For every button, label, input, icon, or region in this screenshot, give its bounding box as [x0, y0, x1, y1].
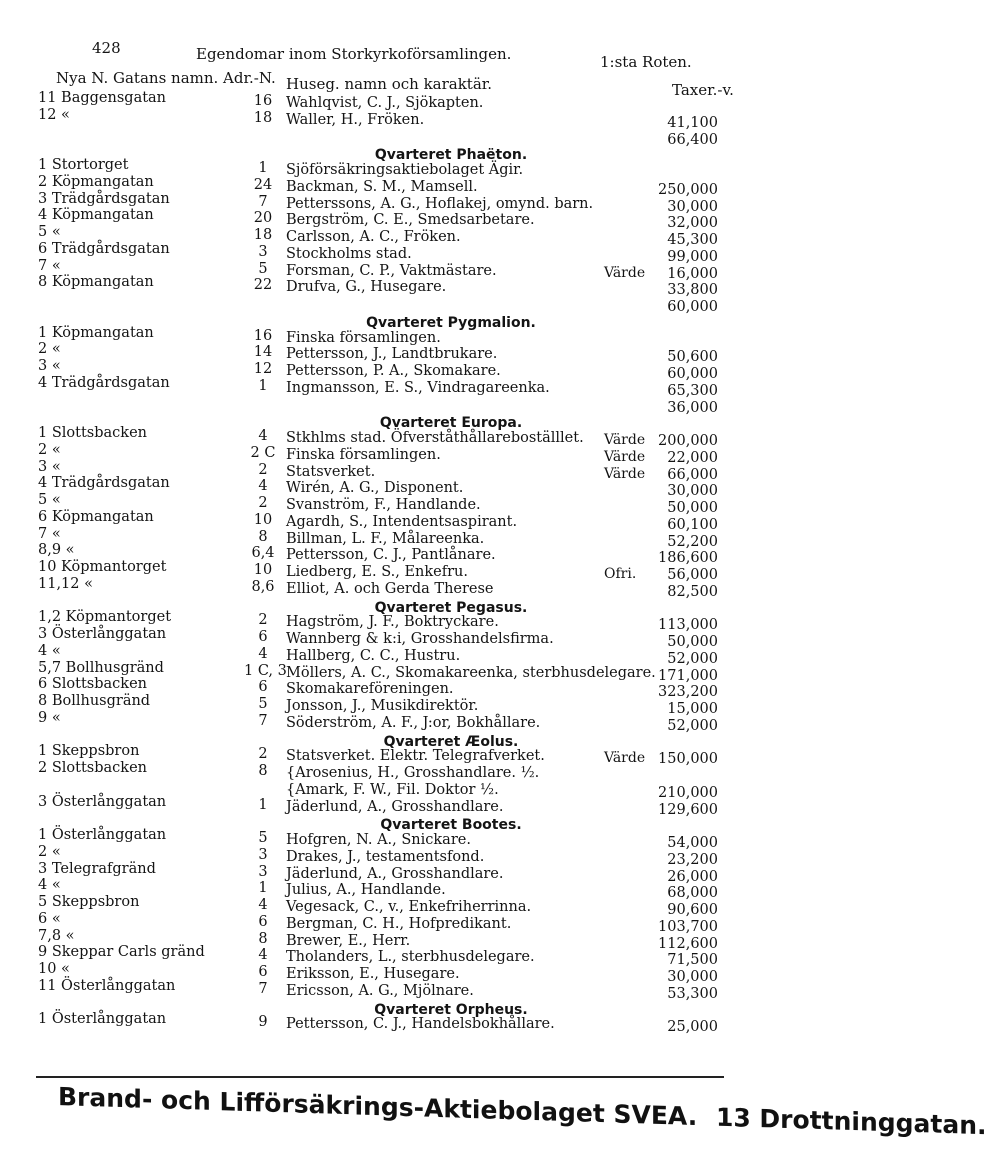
owner-name-cell: Svanström, F., Handlande.: [286, 497, 481, 513]
address-cell: 1,2 Köpmantorget: [38, 609, 172, 626]
owner-name-cell: Statsverket. Elektr. Telegrafverket.: [286, 748, 545, 765]
house-number-cell: 22: [253, 277, 273, 294]
owner-name-cell: Pettersson, P. A., Skomakare.: [286, 363, 501, 379]
house-number-cell: 1: [258, 160, 268, 176]
taxation-value-cell: 112,600: [658, 935, 718, 952]
owner-name-cell: Vegesack, C., v., Enkefriherrinna.: [286, 899, 532, 915]
address-cell: 6 Slottsbacken: [38, 676, 147, 693]
house-number-cell: 10: [253, 511, 273, 528]
house-number-cell: 24: [253, 176, 273, 193]
house-number-cell: 3: [258, 243, 268, 260]
address-cell: 1 Slottsbacken: [38, 425, 147, 441]
owner-name-cell: Agardh, S., Intendentsaspirant.: [286, 513, 518, 530]
owner-name-cell: Forsman, C. P., Vaktmästare.: [286, 262, 497, 279]
house-number-cell: 8: [258, 930, 268, 947]
owner-name-cell: Hagström, J. F., Boktryckare.: [286, 614, 499, 631]
quarter-heading: Qvarteret Orpheus.: [374, 1001, 528, 1018]
address-cell: 5 «: [38, 224, 61, 240]
page-title: Egendomar inom Storkyrkoförsamlingen.: [196, 45, 512, 63]
owner-name-cell: Wannberg & k:i, Grosshandelsfirma.: [286, 631, 554, 647]
taxation-value-cell: 71,500: [667, 952, 718, 969]
footer-address: 13 Drottninggatan.: [715, 1102, 987, 1141]
owner-name-cell: Jäderlund, A., Grosshandlare.: [286, 798, 504, 815]
house-number-cell: 6: [258, 913, 268, 930]
owner-name-cell: Jonsson, J., Musikdirektör.: [286, 698, 479, 714]
quarter-heading: Qvarteret Europa.: [379, 415, 523, 432]
owner-name-cell: Jäderlund, A., Grosshandlare.: [286, 865, 504, 882]
owner-name-cell: Stkhlms stad. Öfverståthållareboställlet.: [286, 430, 584, 446]
address-cell: 8 Bollhusgränd: [38, 693, 151, 709]
owner-name-cell: Elliot, A. och Gerda Therese: [286, 580, 494, 597]
quarter-heading: Qvarteret Phaëton.: [374, 147, 528, 164]
address-cell: 11 Österlånggatan: [38, 977, 176, 994]
address-cell: 2 «: [38, 843, 61, 860]
owner-name-cell: Backman, S. M., Mamsell.: [286, 178, 478, 195]
address-cell: 2 Slottsbacken: [38, 760, 147, 776]
taxation-value-cell: 30,000: [667, 198, 718, 215]
address-cell: 10 «: [38, 961, 70, 977]
column-header-tax: Taxer.-v.: [672, 81, 734, 99]
house-number-cell: 6: [258, 964, 268, 980]
owner-name-cell: Tholanders, L., sterbhusdelegare.: [286, 949, 535, 966]
taxation-value-cell: 66,000: [667, 466, 718, 483]
taxation-value-cell: 66,400: [667, 131, 718, 148]
taxation-value-cell: 30,000: [667, 483, 718, 500]
house-number-cell: 2: [258, 612, 268, 629]
owner-name-cell: Pettersson, C. J., Handelsbokhållare.: [286, 1016, 555, 1033]
house-number-cell: 2: [258, 461, 268, 478]
taxation-value-cell: 113,000: [658, 617, 718, 634]
house-number-cell: 9: [258, 1014, 268, 1031]
owner-name-cell: Pettersson, C. J., Pantlånare.: [286, 547, 496, 564]
taxation-value-cell: 250,000: [658, 181, 718, 198]
address-cell: 5 Skeppsbron: [38, 894, 140, 910]
owner-name-cell: Drufva, G., Husegare.: [286, 279, 447, 296]
taxation-value-cell: 68,000: [667, 885, 718, 902]
owner-name-cell: Möllers, A. C., Skomakareenka, sterbhusdelegare.: [286, 664, 656, 681]
house-number-cell: 4: [258, 897, 268, 913]
address-cell: 12 «: [38, 106, 70, 123]
house-number-cell: 1 C, 3: [244, 662, 287, 679]
value-prefix-label: Ofri.: [604, 566, 637, 582]
house-number-cell: 4: [258, 478, 268, 495]
taxation-value-cell: 54,000: [667, 835, 718, 851]
owner-name-cell: Julius, A., Handlande.: [286, 882, 446, 899]
house-number-cell: 8,6: [251, 578, 275, 595]
address-cell: 10 Köpmantorget: [38, 559, 167, 575]
house-number-cell: 5: [258, 830, 268, 846]
house-number-cell: 14: [253, 344, 273, 361]
house-number-cell: 8: [258, 528, 268, 545]
house-number-cell: 7: [258, 193, 268, 210]
taxation-value-cell: 65,300: [667, 382, 718, 399]
owner-name-cell: Carlsson, A. C., Fröken.: [286, 229, 461, 245]
address-cell: 5 «: [38, 492, 61, 508]
taxation-value-cell: 52,200: [667, 533, 718, 550]
house-number-cell: 1: [258, 796, 268, 813]
taxation-value-cell: 53,300: [667, 985, 718, 1002]
taxation-value-cell: 32,000: [667, 215, 718, 232]
address-cell: 3 «: [38, 458, 61, 475]
address-cell: 4 Trädgårdsgatan: [38, 475, 170, 492]
address-cell: 4 «: [38, 642, 61, 659]
taxation-value-cell: 22,000: [667, 449, 718, 466]
advertisement-footer: [58, 1082, 987, 1167]
house-number-cell: 10: [253, 562, 273, 578]
taxation-value-cell: 41,100: [667, 114, 718, 131]
taxation-value-cell: 15,000: [667, 701, 718, 717]
address-cell: 3 Trädgårdsgatan: [38, 190, 170, 207]
address-cell: 6 «: [38, 910, 61, 927]
owner-name-cell: {Arosenius, H., Grosshandlare. ½.: [286, 765, 540, 781]
column-header-owner: Huseg. namn och karaktär.: [286, 75, 493, 93]
taxation-value-cell: 33,800: [667, 282, 718, 299]
address-cell: 9 Skeppar Carls gränd: [38, 944, 205, 961]
house-number-cell: 12: [253, 361, 273, 377]
value-prefix-label: Värde: [604, 750, 646, 767]
address-cell: 6 Trädgårdsgatan: [38, 240, 170, 257]
owner-name-cell: Wahlqvist, C. J., Sjökapten.: [286, 95, 484, 111]
address-cell: 7 «: [38, 525, 61, 542]
owner-name-cell: Wirén, A. G., Disponent.: [286, 480, 464, 497]
owner-name-cell: Finska församlingen.: [286, 446, 441, 463]
house-number-cell: 2 C: [250, 444, 276, 461]
address-cell: 2 «: [38, 341, 61, 358]
house-number-cell: 5: [258, 260, 268, 277]
taxation-value-cell: 25,000: [667, 1019, 718, 1036]
taxation-value-cell: 82,500: [667, 583, 718, 600]
quarter-heading: Qvarteret Æolus.: [383, 733, 519, 750]
address-cell: 3 Telegrafgränd: [38, 860, 156, 877]
address-cell: 7,8 «: [38, 927, 75, 944]
address-cell: 3 Österlånggatan: [38, 793, 167, 810]
taxation-value-cell: 30,000: [667, 969, 718, 985]
page-number: 428: [92, 39, 121, 57]
taxation-value-cell: 200,000: [658, 433, 718, 449]
address-cell: 7 «: [38, 257, 61, 274]
house-number-cell: 6,4: [251, 545, 275, 562]
owner-name-cell: Finska församlingen.: [286, 329, 441, 346]
divider: [36, 1076, 724, 1078]
house-number-cell: 18: [253, 109, 273, 126]
owner-name-cell: Petterssons, A. G., Hoflakej, omynd. barn.: [286, 195, 594, 212]
column-header-address: Nya N. Gatans namn. Adr.-N.: [56, 69, 276, 87]
value-prefix-label: Värde: [604, 465, 646, 482]
owner-name-cell: Billman, L. F., Målareenka.: [286, 530, 485, 547]
address-cell: 11,12 «: [38, 575, 93, 592]
owner-name-cell: {Amark, F. W., Fil. Doktor ½.: [286, 781, 499, 798]
footer-company: Brand- och Lifförsäkrings-Aktiebolaget SVEA.: [58, 1082, 698, 1132]
taxation-value-cell: 52,000: [667, 717, 718, 734]
owner-name-cell: Sjöförsäkringsaktiebolaget Ägir.: [286, 162, 524, 178]
taxation-value-cell: 23,200: [667, 851, 718, 868]
house-number-cell: 18: [253, 227, 273, 243]
owner-name-cell: Statsverket.: [286, 463, 376, 480]
address-cell: 3 Österlånggatan: [38, 626, 167, 642]
taxation-value-cell: 60,000: [667, 299, 718, 315]
owner-name-cell: Bergström, C. E., Smedsarbetare.: [286, 212, 535, 229]
address-cell: 4 Köpmangatan: [38, 207, 154, 224]
value-prefix-label: Värde: [604, 432, 646, 448]
address-cell: 1 Köpmangatan: [38, 324, 154, 341]
owner-name-cell: Brewer, E., Herr.: [286, 932, 411, 949]
taxation-value-cell: 60,000: [667, 366, 718, 382]
owner-name-cell: Hallberg, C. C., Hustru.: [286, 647, 461, 664]
house-number-cell: 2: [258, 495, 268, 511]
roten-label: 1:sta Roten.: [600, 53, 692, 71]
taxation-value-cell: 60,100: [667, 516, 718, 533]
house-number-cell: 16: [253, 327, 273, 344]
taxation-value-cell: 171,000: [658, 667, 718, 684]
house-number-cell: 3: [258, 846, 268, 863]
owner-name-cell: Liedberg, E. S., Enkefru.: [286, 564, 469, 580]
address-cell: 8 Köpmangatan: [38, 274, 154, 291]
value-prefix-label: Värde: [604, 264, 646, 281]
house-number-cell: 1: [258, 377, 268, 394]
house-number-cell: 5: [258, 696, 268, 712]
taxation-value-cell: 103,700: [658, 918, 718, 935]
owner-name-cell: Ingmansson, E. S., Vindragareenka.: [286, 379, 550, 396]
address-cell: 1 Skeppsbron: [38, 743, 140, 760]
address-cell: 4 Trädgårdsgatan: [38, 374, 170, 391]
house-number-cell: 7: [258, 980, 268, 997]
taxation-value-cell: 50,000: [667, 634, 718, 650]
owner-name-cell: Ericsson, A. G., Mjölnare.: [286, 982, 474, 999]
house-number-cell: 8: [258, 763, 268, 779]
address-cell: 1 Österlånggatan: [38, 827, 167, 843]
address-cell: 6 Köpmangatan: [38, 508, 154, 525]
address-cell: 1 Österlånggatan: [38, 1011, 167, 1028]
house-number-cell: 4: [258, 645, 268, 662]
owner-name-cell: Hofgren, N. A., Snickare.: [286, 832, 471, 848]
address-cell: 2 Köpmangatan: [38, 173, 154, 190]
quarter-heading: Qvarteret Bootes.: [380, 817, 522, 834]
owner-name-cell: Bergman, C. H., Hofpredikant.: [286, 915, 512, 932]
taxation-value-cell: 210,000: [658, 784, 718, 801]
address-cell: 2 «: [38, 441, 61, 458]
taxation-value-cell: 186,600: [658, 550, 718, 567]
house-number-cell: 1: [258, 880, 268, 897]
owner-name-cell: Eriksson, E., Husegare.: [286, 966, 460, 982]
address-cell: 11 Baggensgatan: [38, 90, 167, 106]
house-number-cell: 3: [258, 863, 268, 880]
address-cell: 1 Stortorget: [38, 157, 129, 173]
house-number-cell: 6: [258, 629, 268, 645]
taxation-value-cell: 323,200: [658, 684, 718, 701]
taxation-value-cell: 26,000: [667, 868, 718, 885]
house-number-cell: 6: [258, 679, 268, 696]
taxation-value-cell: 56,000: [667, 567, 718, 583]
house-number-cell: 2: [258, 746, 268, 763]
owner-name-cell: Skomakareföreningen.: [286, 681, 454, 698]
address-cell: 8,9 «: [38, 542, 75, 559]
owner-name-cell: Drakes, J., testamentsfond.: [286, 848, 485, 865]
value-prefix-label: Värde: [604, 448, 646, 465]
house-number-cell: 16: [253, 93, 273, 109]
taxation-value-cell: 129,600: [658, 801, 718, 818]
taxation-value-cell: 90,600: [667, 902, 718, 918]
owner-name-cell: Pettersson, J., Landtbrukare.: [286, 346, 498, 363]
quarter-heading: Qvarteret Pegasus.: [374, 599, 528, 616]
taxation-value-cell: 50,600: [667, 349, 718, 366]
owner-name-cell: Stockholms stad.: [286, 245, 412, 262]
taxation-value-cell: 36,000: [667, 399, 718, 416]
address-cell: 4 «: [38, 877, 61, 894]
taxation-value-cell: 50,000: [667, 500, 718, 516]
house-number-cell: 4: [258, 947, 268, 964]
house-number-cell: 20: [253, 210, 273, 227]
taxation-value-cell: 52,000: [667, 650, 718, 667]
taxation-value-cell: 45,300: [667, 232, 718, 248]
house-number-cell: 4: [258, 428, 268, 444]
owner-name-cell: Söderström, A. F., J:or, Bokhållare.: [286, 714, 541, 731]
owner-name-cell: Waller, H., Fröken.: [286, 111, 425, 128]
quarter-heading: Qvarteret Pygmalion.: [366, 314, 536, 331]
address-cell: 5,7 Bollhusgränd: [38, 659, 164, 676]
address-cell: 3 «: [38, 358, 61, 374]
address-cell: 9 «: [38, 709, 61, 726]
taxation-value-cell: 150,000: [658, 751, 718, 768]
taxation-value-cell: 99,000: [667, 248, 718, 265]
taxation-value-cell: 16,000: [667, 265, 718, 282]
house-number-cell: 7: [258, 712, 268, 729]
